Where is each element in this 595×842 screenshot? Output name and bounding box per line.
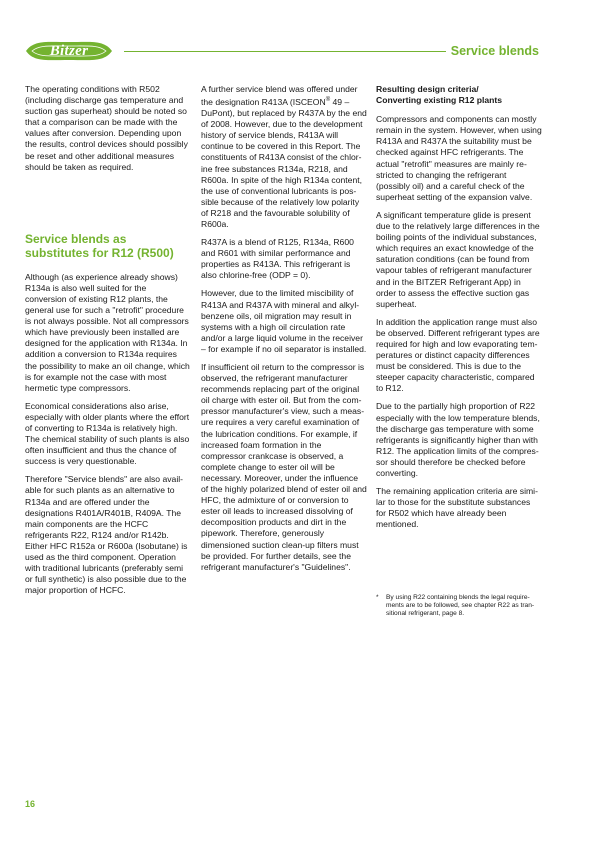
- footnote: [376, 594, 542, 619]
- col3-paragraph-2: A significant temperature glide is present due to the relatively large differences in the boiling points of the individual substances, which requires an exact knowledge of the saturation conditions (can be found from vapour tables of refrigerant manufacturer and in the BITZER Refrigerant App) in order to assess the effective suction gas superheat.: [376, 209, 540, 309]
- footnote-mark: *: [376, 594, 379, 601]
- col2-p1-text-b: 49 – DuPont), but replaced by R437A by the end of 2008. However, due to the development history of service blends, R413A will continue to be covered in this Report. The constituents of R413A consist of the chlorine free substances R134a, R218, and R600a. In spite of the high R134a content, the use of conventional lubricants is possible because of the relatively low polarity of R218 and the favourable solubility of R600a.: [201, 96, 367, 229]
- section-heading-line-1: Service blends as: [25, 231, 127, 246]
- col2-paragraph-4: If insufficient oil return to the compressor is observed, the refrigerant manufacturer recommends replacing part of the original oil charge with ester oil. But from the compressor manufacturer's view, such a measure requires a very careful examination of the lubrication conditions. For example, if increased foam formation in the compressor crankcase is observed, a complete change to ester oil will be necessary. Moreover, under the influence of the highly polarized blend of ester oil and HFC, the admixture of or conversion to ester oil leads to increased dissolving of decomposition products and dirt in the pipework. Therefore, generously dimensioned suction clean-up filters must be provided. For further details, see the refrigerant manufacturer's "Guidelines".: [201, 362, 367, 572]
- bitzer-logo: [24, 38, 114, 64]
- subsection-heading-line-1: Resulting design criteria/: [376, 84, 479, 94]
- subsection-heading-line-2: Converting existing R12 plants: [376, 95, 503, 106]
- logo-text: Bitzer: [49, 42, 89, 59]
- section-title: Service blends: [450, 44, 539, 58]
- col3-paragraph-4: Due to the partially high proportion of R22 especially with the low temperature blends, the discharge gas temperature with some refrigerants is significantly higher than with R12. The application limits of the compressor should therefore be checked before converting.: [376, 401, 540, 478]
- column-3: [376, 84, 542, 537]
- col1-paragraph-4: Therefore "Service blends" are also available for such plants as an alternative to R134a and are offered under the designations R401A/R401B, R409A. The main components are the HCFC refrigerants R22, R124 and/or R142b. Either HFC R152a or R600a (Isobutane) is used as the third component. Operation with traditional lubricants (preferably semi or full synthetic) is also possible due to the major proportion of HCFC.: [25, 474, 188, 596]
- col2-paragraph-3: However, due to the limited miscibility of R413A and R437A with mineral and alkylbenzene oils, oil migration may result in systems with a high oil circulation rate and/or a large liquid volume in the receiver – for example if no oil separator is installed.: [201, 288, 367, 354]
- column-2: [201, 84, 367, 580]
- col2-paragraph-1: [201, 84, 367, 230]
- col2-p1-text-a: A further service blend was offered under the designation R413A (ISCEON: [201, 84, 358, 107]
- col1-paragraph-3: Economical considerations also arise, especially with older plants where the effort of converting to R134a is relatively high. The chemical stability of such plants is also often insufficient and thus the chance of success is very questionable.: [25, 400, 190, 467]
- section-heading-line-2: substitutes for R12 (R500): [25, 245, 174, 260]
- col2-paragraph-2: R437A is a blend of R125, R134a, R600 and R601 with similar performance and properties as R413A. This refrigerant is also chlorine-free (ODP = 0).: [201, 237, 354, 281]
- col3-paragraph-3: In addition the application range must also be observed. Different refrigerant types are required for high and low evaporating temperatures or distinct capacity differences must be considered. This is due to the steeper capacity characteristic, compared to R12.: [376, 316, 540, 394]
- col1-paragraph-1: The operating conditions with R502 (including discharge gas temperature and suction gas superheat) should be noted so that a comparison can be made with the values after conversion. Depending upon the results, control devices should possibly be reset and other additional measures should be taken as required.: [25, 84, 188, 172]
- col3-paragraph-1: Compressors and components can mostly remain in the system. However, when using R413A and R437A the suitability must be checked against HFC refrigerants. The actual "retrofit" measures are mainly restricted to changing the refrigerant (possibly oil) and a careful check of the superheat setting of the expansion valve.: [376, 114, 542, 202]
- column-1: [25, 84, 190, 603]
- col3-paragraph-5: The remaining application criteria are similar to those for the substitute substances for R502 which have already been mentioned.: [376, 486, 538, 530]
- col1-paragraph-2: Although (as experience already shows) R134a is also well suited for the conversion of existing R12 plants, the general use for such a "retrofit" procedure is not always possible. Not all compressors which have previously been installed are designed for the application with R134a. In addition a conversion to R134a requires the possibility to make an oil change, which is for example not the case with most hermetic type compressors.: [25, 271, 190, 393]
- section-heading: [25, 232, 190, 260]
- registered-mark: ®: [325, 97, 331, 104]
- footnote-text: By using R22 containing blends the legal requirements are to be followed, see chapter R22 as transitional refrigerant, page 8.: [386, 594, 535, 618]
- header-rule: [124, 51, 446, 52]
- subsection-heading: [376, 84, 542, 106]
- page-number: 16: [25, 799, 36, 809]
